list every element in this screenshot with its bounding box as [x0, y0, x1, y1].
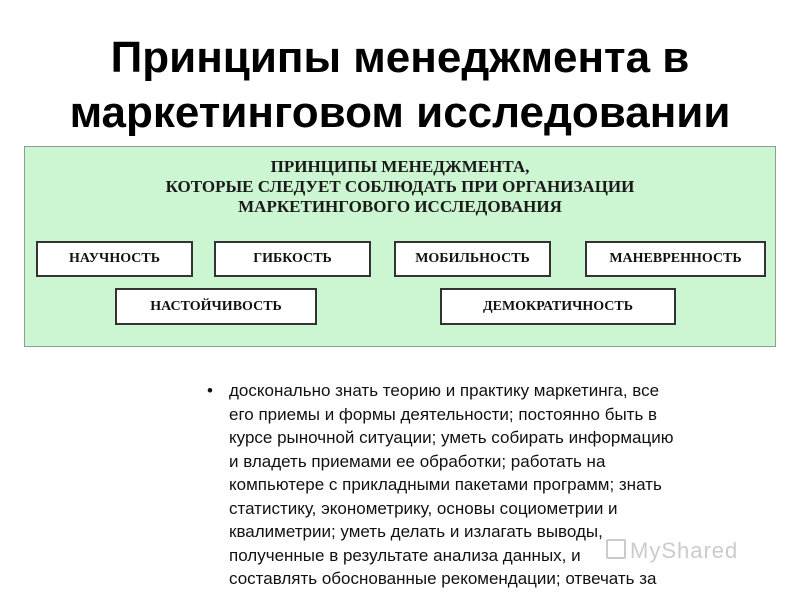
bullet-line: курсе рыночной ситуации; уметь собирать информацию — [229, 428, 674, 447]
principle-box-persistence: НАСТОЙЧИВОСТЬ — [115, 288, 317, 325]
principles-diagram — [24, 146, 776, 347]
watermark-logo-icon — [606, 539, 626, 559]
bullet-line: полученные в результате анализа данных, и — [229, 545, 581, 565]
slide-title — [0, 30, 800, 140]
principle-box-scientific: НАУЧНОСТЬ — [36, 241, 193, 277]
bullet-line: компьютере с прикладными пакетами программ; знать — [229, 475, 662, 494]
slide-title-line-1: Принципы менеджмента в — [110, 33, 690, 82]
principle-box-flexibility: ГИБКОСТЬ — [214, 241, 371, 277]
diagram-heading — [25, 157, 775, 217]
principle-box-mobility: МОБИЛЬНОСТЬ — [394, 241, 551, 277]
bullet-line: квалиметрии; уметь делать и излагать выводы, — [229, 522, 603, 541]
watermark — [606, 538, 738, 564]
diagram-heading-line-3: МАРКЕТИНГОВОГО ИССЛЕДОВАНИЯ — [238, 197, 562, 216]
diagram-heading-line-1: ПРИНЦИПЫ МЕНЕДЖМЕНТА, — [270, 157, 530, 176]
bullet-line: составлять обоснованные рекомендации; отвечать за — [229, 569, 657, 588]
principle-box-democracy: ДЕМОКРАТИЧНОСТЬ — [440, 288, 676, 325]
bullet-line: досконально знать теорию и практику маркетинга, все — [229, 381, 660, 400]
watermark-text: MyShared — [630, 538, 739, 563]
diagram-heading-line-2: КОТОРЫЕ СЛЕДУЕТ СОБЛЮДАТЬ ПРИ ОРГАНИЗАЦИИ — [165, 177, 635, 196]
principle-box-maneuverability: МАНЕВРЕННОСТЬ — [585, 241, 766, 277]
bullet-line: и владеть приемами ее обработки; работать на — [229, 451, 606, 471]
bullet-line: статистику, эконометрику, основы социометрии и — [229, 498, 618, 518]
slide-title-line-2: маркетинговом исследовании — [69, 88, 731, 137]
bullet-marker: • — [207, 381, 213, 400]
bullet-line: его приемы и формы деятельности; постоянно быть в — [229, 404, 658, 424]
